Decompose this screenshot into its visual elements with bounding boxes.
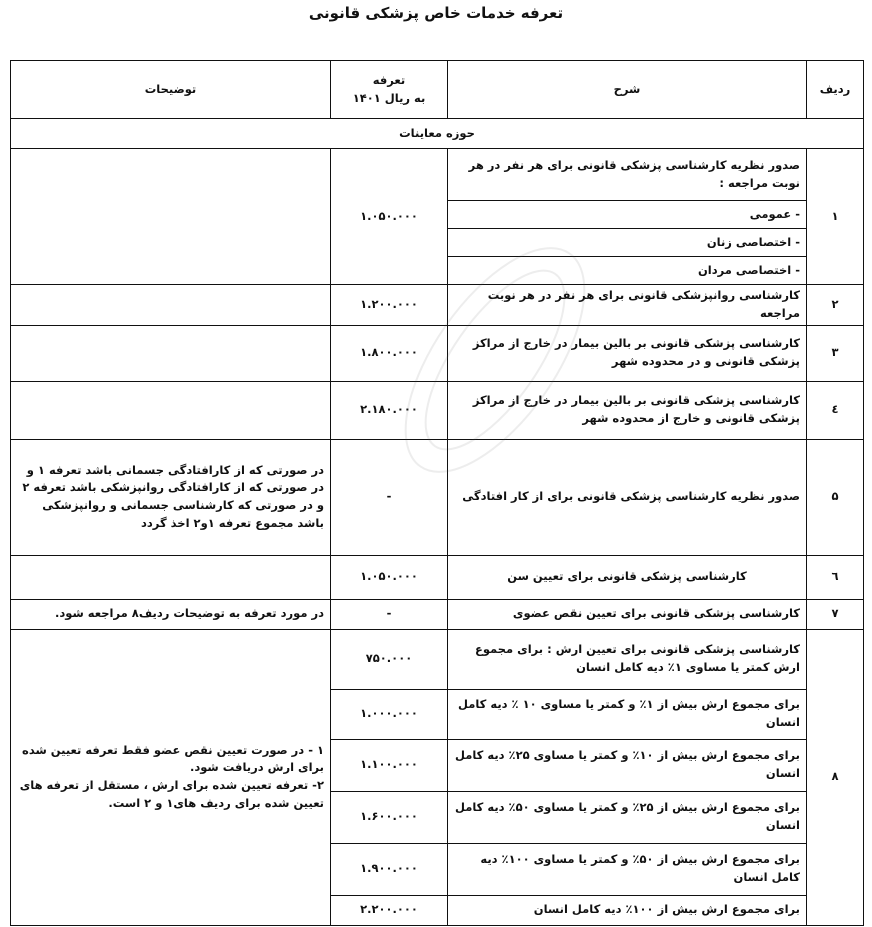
- header-tariff: [331, 61, 448, 119]
- header-row-number: ردیف: [807, 61, 864, 119]
- row-sub-description: - عمومی: [448, 201, 807, 229]
- header-tariff-line1: تعرفه: [372, 72, 406, 87]
- row-sub-price: ۱.۰۰۰.۰۰۰: [331, 689, 448, 739]
- row-description: کارشناسی پزشکی قانونی برای تعیین نقص عضوی: [448, 599, 807, 629]
- row-sub-description: برای مجموع ارش بیش از ۲۵٪ و کمتر یا مساوی ۵۰٪ دیه کامل انسان: [448, 791, 807, 843]
- row-description: کارشناسی روانپزشکی قانونی برای هر نفر در هر نوبت مراجعه: [448, 285, 807, 326]
- row-notes: [11, 325, 331, 381]
- row-price: ۷۵۰.۰۰۰: [331, 629, 448, 689]
- row-description: صدور نظریه کارشناسی پزشکی قانونی برای از کار افتادگی: [448, 439, 807, 555]
- section-row: [11, 119, 864, 149]
- row-notes: در صورتی که از کارافتادگی جسمانی باشد تعرفه ۱ و در صورتی که از کارافتادگی روانپزشکی باشد تعرفه ۲ و در صورتی که کارشناسی جسمانی و روانپزشکی باشد مجموع تعرفه ۱و۲ اخذ گردد: [11, 439, 331, 555]
- table-row: [11, 381, 864, 439]
- row-sub-price: ۱.۶۰۰.۰۰۰: [331, 791, 448, 843]
- table-row: [11, 599, 864, 629]
- row-notes: [11, 629, 331, 925]
- row-sub-price: ۱.۹۰۰.۰۰۰: [331, 843, 448, 895]
- row-price: ۱.۰۵۰.۰۰۰: [331, 149, 448, 285]
- document-title: تعرفه خدمات خاص پزشکی قانونی: [308, 4, 564, 22]
- row-price: -: [331, 439, 448, 555]
- table-row: [11, 439, 864, 555]
- row-notes: [11, 149, 331, 285]
- table-row: [11, 285, 864, 326]
- row-sub-description: - اختصاصی زنان: [448, 229, 807, 257]
- row-sub-description: - اختصاصی مردان: [448, 257, 807, 285]
- table-row: [11, 555, 864, 599]
- row-sub-description: برای مجموع ارش بیش از ۱٪ و کمتر یا مساوی ۱۰ ٪ دیه کامل انسان: [448, 689, 807, 739]
- row-number: ٤: [807, 381, 864, 439]
- table-row: [11, 629, 864, 689]
- tariff-table: [10, 60, 864, 926]
- row8-note-1: ۱ - در صورت تعیین نقص عضو فقط تعرفه تعیین شده برای ارش دریافت شود.: [22, 742, 324, 775]
- header-tariff-line2: ۱۴۰۱ به ریال: [352, 90, 426, 105]
- table-row: [11, 325, 864, 381]
- row-number: ۳: [807, 325, 864, 381]
- row-price: ۲.۱۸۰.۰۰۰: [331, 381, 448, 439]
- section-title: حوزه معاینات: [11, 119, 864, 149]
- row-description: کارشناسی پزشکی قانونی بر بالین بیمار در خارج از مراکز پزشکی قانونی و خارج از محدوده شهر: [448, 381, 807, 439]
- header-notes: توضیحات: [11, 61, 331, 119]
- row-price: -: [331, 599, 448, 629]
- row-price: ۱.۲۰۰.۰۰۰: [331, 285, 448, 326]
- header-row: [11, 61, 864, 119]
- row-price: ۱.۸۰۰.۰۰۰: [331, 325, 448, 381]
- row8-note-2: ۲- تعرفه تعیین شده برای ارش ، مستقل از تعرفه های تعیین شده برای ردیف های۱ و ۲ است.: [19, 778, 324, 810]
- row-description: کارشناسی پزشکی قانونی برای تعیین سن: [448, 555, 807, 599]
- row-notes: [11, 381, 331, 439]
- row-number: ٦: [807, 555, 864, 599]
- row-sub-price: ۲.۲۰۰.۰۰۰: [331, 895, 448, 925]
- row-sub-description: برای مجموع ارش بیش از ۱۰۰٪ دیه کامل انسان: [448, 895, 807, 925]
- table-row: [11, 149, 864, 201]
- row-notes: [11, 555, 331, 599]
- row-notes: در مورد تعرفه به توضیحات ردیف۸ مراجعه شود.: [11, 599, 331, 629]
- row-sub-description: برای مجموع ارش بیش از ۵۰٪ و کمتر یا مساوی ۱۰۰٪ دیه کامل انسان: [448, 843, 807, 895]
- row-number: ۸: [807, 629, 864, 925]
- row-number: ۲: [807, 285, 864, 326]
- row-description: صدور نظریه کارشناسی پزشکی قانونی برای هر نفر در هر نوبت مراجعه :: [448, 149, 807, 201]
- row-description: کارشناسی پزشکی قانونی بر بالین بیمار در خارج از مراکز پزشکی قانونی و در محدوده شهر: [448, 325, 807, 381]
- header-description: شرح: [448, 61, 807, 119]
- row-price: ۱.۰۵۰.۰۰۰: [331, 555, 448, 599]
- row-description: کارشناسی پزشکی قانونی برای تعیین ارش : برای مجموع ارش کمتر یا مساوی ۱٪ دیه کامل انسان: [448, 629, 807, 689]
- row-notes: [11, 285, 331, 326]
- row-number: ۷: [807, 599, 864, 629]
- row-sub-description: برای مجموع ارش بیش از ۱۰٪ و کمتر یا مساوی ۲۵٪ دیه کامل انسان: [448, 739, 807, 791]
- row-number: ۵: [807, 439, 864, 555]
- row-number: ۱: [807, 149, 864, 285]
- row-sub-price: ۱.۱۰۰.۰۰۰: [331, 739, 448, 791]
